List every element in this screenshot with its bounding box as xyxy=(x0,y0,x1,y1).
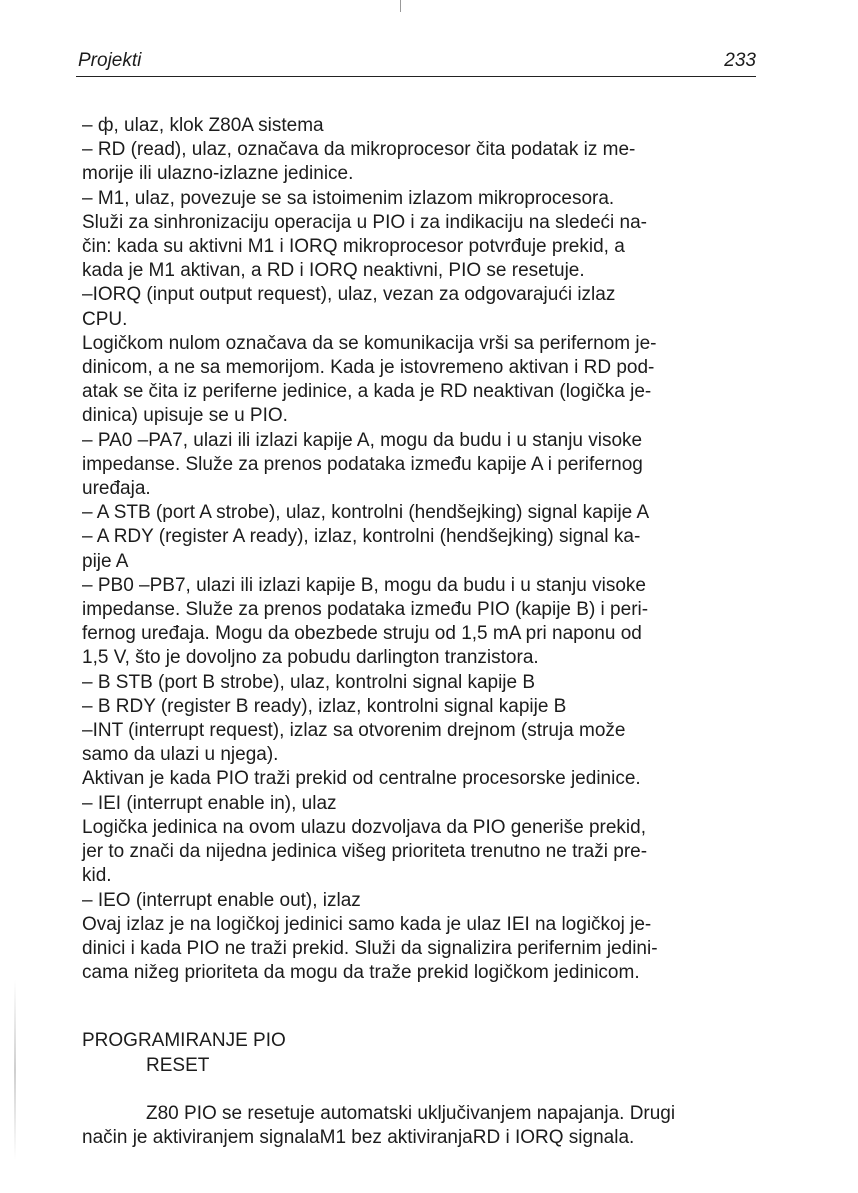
section-heading: PROGRAMIRANJE PIO xyxy=(82,1030,286,1052)
page-number: 233 xyxy=(724,50,756,71)
text-line: dinicom, a ne sa memorijom. Kada je istovremeno aktivan i RD pod- xyxy=(82,357,655,379)
text-line: –INT (interrupt request), izlaz sa otvorenim drejnom (struja može xyxy=(82,720,626,742)
text-line: samo da ulazi u njega). xyxy=(82,744,279,766)
text-line: atak se čita iz periferne jedinice, a kada je RD neaktivan (logička je- xyxy=(82,381,652,403)
text-line: uređaja. xyxy=(82,478,151,500)
text-line: – RD (read), ulaz, označava da mikroprocesor čita podatak iz me- xyxy=(82,139,636,161)
section-title: Projekti xyxy=(78,50,142,71)
text-line: dinici i kada PIO ne traži prekid. Služi da signalizira perifernim jedini- xyxy=(82,937,658,959)
text-line: – A STB (port A strobe), ulaz, kontrolni (hendšejking) signal kapije A xyxy=(82,502,650,524)
text-line: – ф, ulaz, klok Z80A sistema xyxy=(82,115,324,136)
scan-mark xyxy=(400,0,401,12)
text-line: Logička jedinica na ovom ulazu dozvoljava da PIO generiše prekid, xyxy=(82,816,646,838)
text-line: – B RDY (register B ready), izlaz, kontrolni signal kapije B xyxy=(82,695,567,717)
text-line: pije A xyxy=(82,550,129,572)
text-line: – IEI (interrupt enable in), ulaz xyxy=(82,792,337,814)
text-line: kid. xyxy=(82,865,112,887)
text-line: CPU. xyxy=(82,308,128,330)
text-line: kada je M1 aktivan, a RD i IORQ neaktivni, PIO se resetuje. xyxy=(82,260,585,282)
subheading: RESET xyxy=(146,1054,210,1076)
text-line: Služi za sinhronizaciju operacija u PIO i za indikaciju na sledeći na- xyxy=(82,211,648,233)
text-line: –IORQ (input output request), ulaz, vezan za odgovarajući izlaz xyxy=(82,284,616,306)
text-line: Z80 PIO se resetuje automatski uključivanjem napajanja. Drugi xyxy=(146,1102,676,1124)
text-line: cama nižeg prioriteta da mogu da traže prekid logičkom jedinicom. xyxy=(82,962,640,984)
text-line: 1,5 V, što je dovoljno za pobudu darlington tranzistora. xyxy=(82,647,539,669)
text-line: jer to znači da nijedna jedinica višeg prioriteta trenutno ne traži pre- xyxy=(82,841,648,863)
text-line: Logičkom nulom označava da se komunikacija vrši sa perifernom je- xyxy=(82,332,657,354)
text-line: – PA0 –PA7, ulazi ili izlazi kapije A, mogu da budu i u stanju visoke xyxy=(82,429,643,451)
text-line: – B STB (port B strobe), ulaz, kontrolni signal kapije B xyxy=(82,671,536,693)
text-line: fernog uređaja. Mogu da obezbede struju od 1,5 mA pri naponu od xyxy=(82,623,642,645)
scan-edge xyxy=(14,980,16,1160)
text-line: – PB0 –PB7, ulazi ili izlazi kapije B, mogu da budu i u stanju visoke xyxy=(82,574,646,596)
text-line: način je aktiviranjem signalaM1 bez aktiviranjaRD i IORQ signala. xyxy=(82,1126,635,1148)
text-line: impedanse. Služe za prenos podataka između PIO (kapije B) i peri- xyxy=(82,599,649,621)
text-line: dinica) upisuje se u PIO. xyxy=(82,405,288,427)
text-line: – M1, ulaz, povezuje se sa istoimenim izlazom mikroprocesora. xyxy=(82,187,615,209)
text-line: Aktivan je kada PIO traži prekid od centralne procesorske jedinice. xyxy=(82,768,641,790)
text-line: impedanse. Služe za prenos podataka između kapije A i perifernog xyxy=(82,453,643,475)
text-line: čin: kada su aktivni M1 i IORQ mikroprocesor potvrđuje prekid, a xyxy=(82,236,625,258)
body-text xyxy=(82,114,762,1150)
text-line: Ovaj izlaz je na logičkoj jedinici samo kada je ulaz IEI na logičkoj je- xyxy=(82,913,652,935)
page-header xyxy=(76,50,756,77)
text-line: moriјe ili ulazno-izlazne jedinice. xyxy=(82,163,354,185)
text-line: – IEO (interrupt enable out), izlaz xyxy=(82,889,361,911)
text-line: – A RDY (register A ready), izlaz, kontrolni (hendšejking) signal ka- xyxy=(82,526,641,548)
